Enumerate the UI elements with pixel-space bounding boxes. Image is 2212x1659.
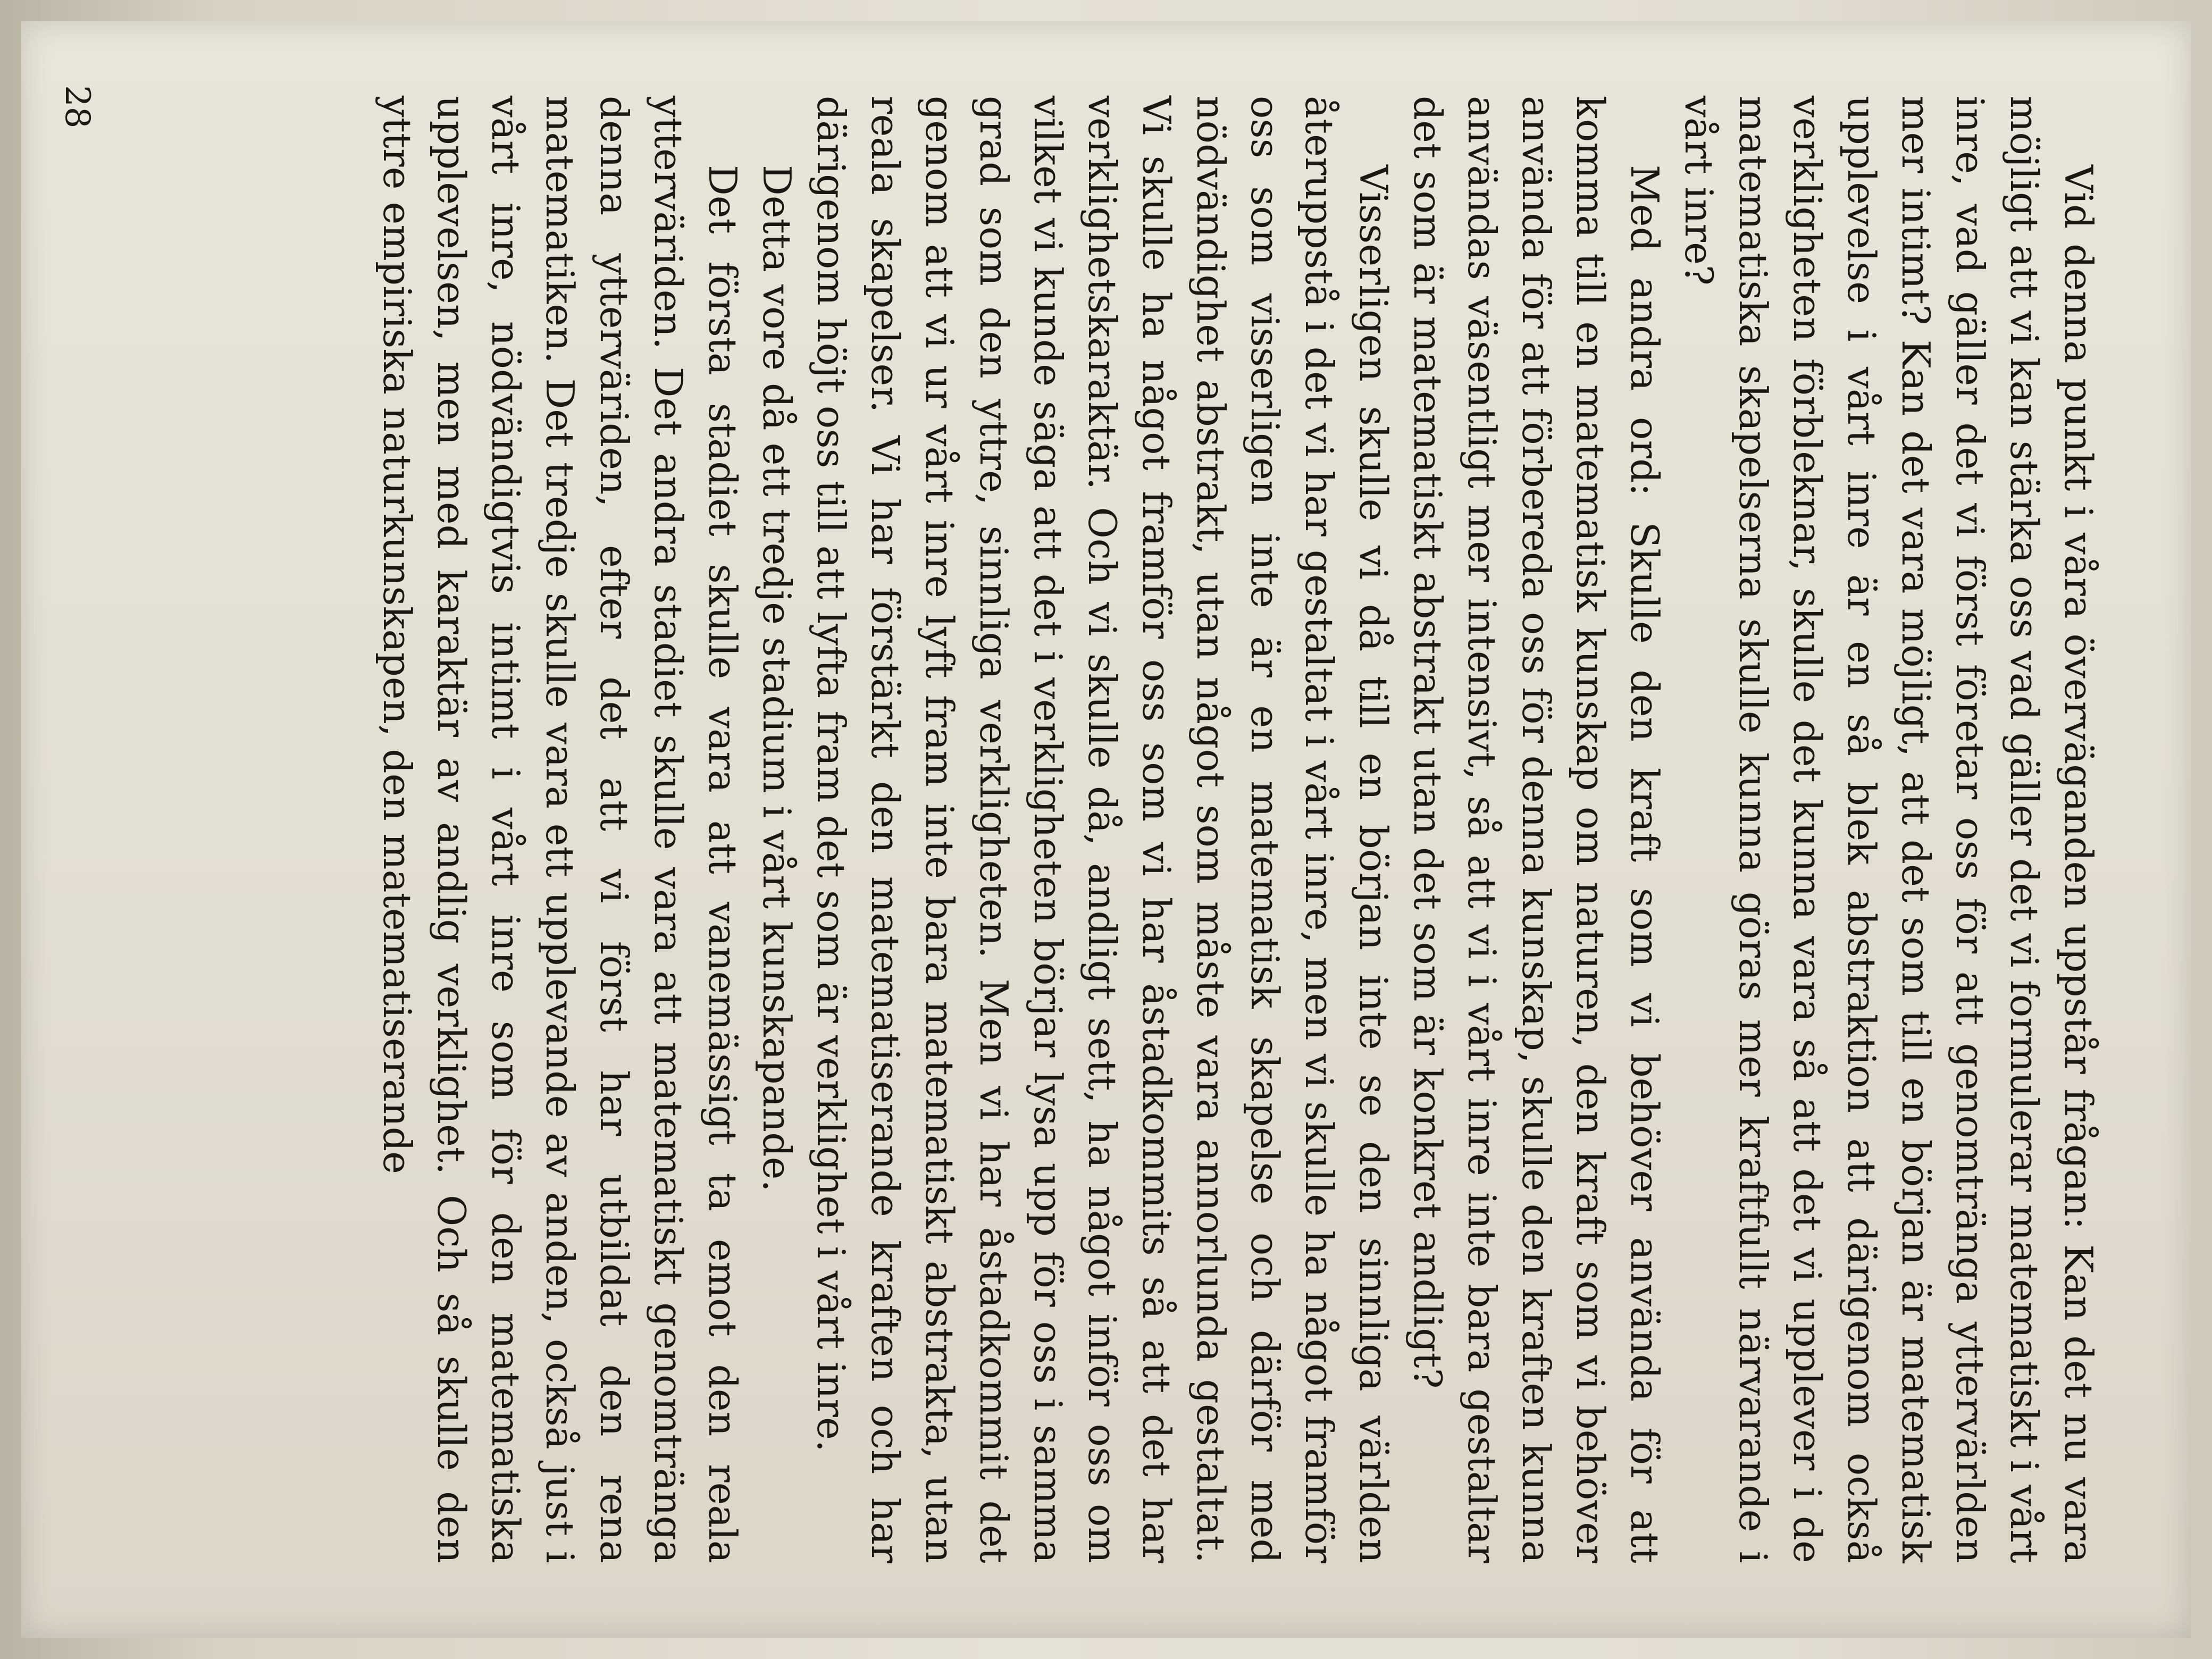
paragraph-3: Visserligen skulle vi då till en början inte se den sinnliga världen återuppstå i det vi har gestaltat i vårt inre, men vi skulle ha något framför oss som visserligen inte är en matematisk skapelse och därför med nödvändighet abstrakt, utan något som måste vara annorlunda gestaltat. Vi skulle ha något framför oss som vi har åstadkommits så att det har verklighetskaraktär. Och vi skulle då, andligt sett, ha något inför oss om vilket vi kunde säga att det i verkligheten börjar lysa upp för oss i samma grad som den yttre, sinnliga verkligheten. Men vi har åstadkommit det genom att vi ur vårt inre lyft fram inte bara matematiskt abstrakta, utan reala skapelser. Vi har förstärkt den matematiserande kraften och har därigenom höjt oss till att lyfta fram det som är verklighet i vårt inre. (809, 96, 1396, 1563)
paragraph-4: Detta vore då ett tredje stadium i vårt kunskapande. (755, 165, 799, 1192)
paragraph-1: Vid denna punkt i våra överväganden uppstår frågan: Kan det nu vara möjligt att vi kan stärka oss vad gäller det vi formulerar matematiskt i vårt inre, vad gäller det vi först företar oss för att genomtränga yttervärlden mer intimt? Kan det vara möjligt, att det som till en början är matematisk upplevelse i vårt inre är en så blek abstraktion att därigenom också verkligheten förbleknar, skulle det kunna vara så att det vi upplever i de matematiska skapelserna skulle kunna göras mer kraftfullt närvarande i vårt inre? (1677, 96, 2101, 1563)
rotated-page-content (32, 85, 2106, 1563)
paragraph-5: Det första stadiet skulle vara att vanemässigt ta emot den reala ytterväriden. Det andra stadiet skulle vara att matematiskt genomtränga denna ytterväriden, efter det att vi först har utbildat den rena matematiken. Det tredje skulle vara ett upplevande av anden, också just i vårt inre, nödvändigtvis intimt i vårt inre som för den matematiska upplevelsen, men med karaktär av andlig verklighet. Och så skulle den yttre empiriska naturkunskapen, den matematiserande (375, 96, 745, 1563)
body-text (370, 96, 2106, 1563)
paragraph-2: Med andra ord: Skulle den kraft som vi behöver använda för att komma till en matematisk kunskap om naturen, den kraft som vi behöver använda för att förbereda oss för denna kunskap, skulle den kraften kunna användas väsentligt mer intensivt, så att vi i vårt inre inte bara gestaltar det som är matematiskt abstrakt utan det som är konkret andligt? (1405, 96, 1667, 1563)
page-number: 28 (57, 85, 97, 129)
